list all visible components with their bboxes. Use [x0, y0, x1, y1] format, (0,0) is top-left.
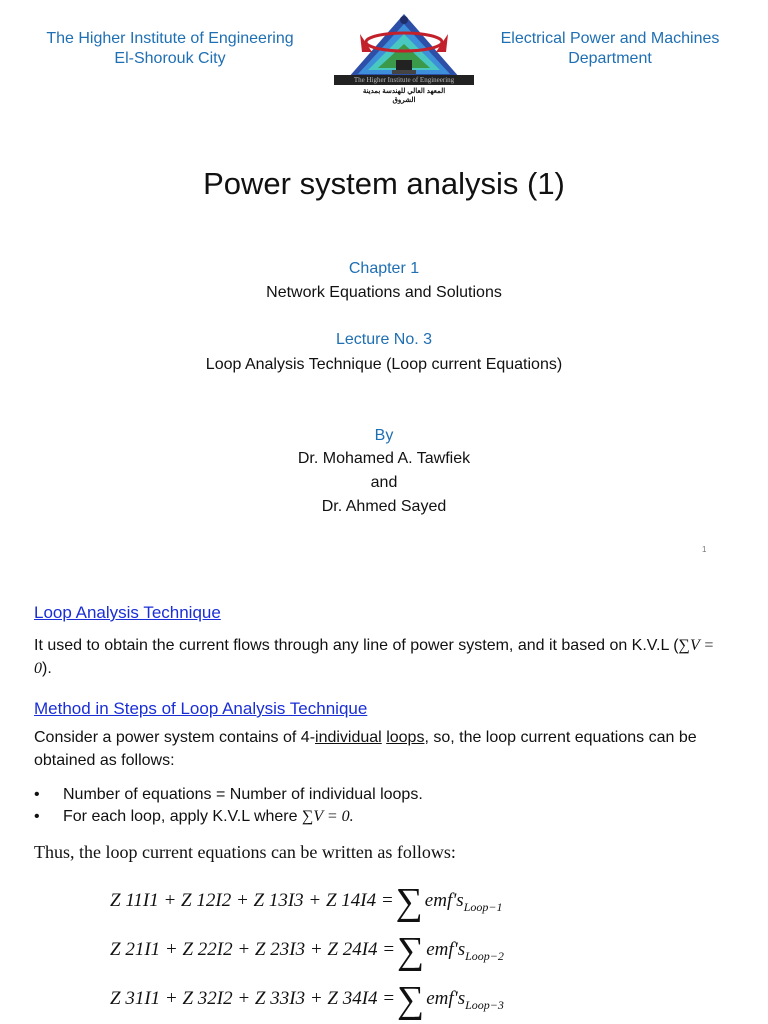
by-label: By [374, 427, 394, 444]
equation-lhs: Z 21I1 + Z 22I2 + Z 23I3 + Z 24I4 = [110, 939, 396, 960]
equation-rhs: emf's [426, 939, 466, 960]
equation-loop-1 [110, 880, 502, 924]
sigma-symbol: ∑ [397, 930, 425, 972]
logo-arabic-text: المعهد العالي للهندسة بمدينة الشروق [362, 88, 446, 104]
chapter-title: Network Equations and Solutions [266, 284, 502, 301]
section1-text-b: ). [42, 660, 52, 677]
section-heading-method-steps: Method in Steps of Loop Analysis Technique [34, 699, 368, 718]
equation-lhs: Z 11I1 + Z 12I2 + Z 13I3 + Z 14I4 = [110, 890, 394, 911]
page-title: Power system analysis (1) [203, 166, 565, 201]
lecture-label: Lecture No. 3 [335, 331, 433, 348]
section1-paragraph [34, 634, 724, 680]
lecture-title: Loop Analysis Technique (Loop current Equations) [205, 356, 563, 373]
department-name [470, 29, 750, 69]
chapter-label: Chapter 1 [348, 260, 420, 277]
section2-paragraph [34, 726, 724, 772]
equation-subscript: Loop−2 [465, 948, 504, 963]
institute-line2: El-Shorouk City [114, 50, 226, 67]
bullet2-math: ∑V = 0. [301, 808, 354, 825]
department-line1: Electrical Power and Machines [500, 30, 720, 47]
and-text: and [370, 474, 398, 491]
thus-text: Thus, the loop current equations can be written as follows: [34, 842, 456, 862]
word-loops: loops [386, 729, 425, 746]
steps-list [34, 784, 423, 828]
bullet1-text: Number of equations = Number of individual loops. [63, 786, 423, 803]
equation-subscript: Loop−1 [463, 899, 503, 914]
department-line2: Department [568, 50, 652, 67]
equation-lhs: Z 31I1 + Z 32I2 + Z 33I3 + Z 34I4 = [110, 988, 396, 1009]
equation-loop-3 [110, 978, 504, 1022]
list-item [34, 784, 423, 806]
word-individual: individual [315, 729, 382, 746]
institute-logo [332, 12, 476, 108]
list-item [34, 806, 423, 828]
institute-name [20, 29, 320, 69]
author-2: Dr. Ahmed Sayed [321, 498, 447, 515]
section2-text-a: Consider a power system contains of 4- [34, 729, 316, 746]
sigma-symbol: ∑ [395, 881, 423, 923]
author-1: Dr. Mohamed A. Tawfiek [297, 450, 471, 467]
kvl-math: ∑V = 0 [34, 637, 715, 677]
section1-text-a: It used to obtain the current flows through any line of power system, and it based on K.V.L ( [34, 637, 679, 654]
equation-rhs: emf's [424, 890, 464, 911]
equation-loop-2 [110, 929, 504, 973]
logo-banner: The Higher Institute of Engineering [334, 75, 474, 85]
bullet2-text: For each loop, apply K.V.L where [63, 808, 302, 825]
sigma-symbol: ∑ [397, 979, 425, 1021]
equation-rhs: emf's [426, 988, 466, 1009]
equation-subscript: Loop−3 [465, 997, 504, 1012]
page-number: 1 [702, 545, 707, 554]
institute-line1: The Higher Institute of Engineering [46, 30, 294, 47]
section-heading-loop-analysis: Loop Analysis Technique [34, 603, 221, 622]
section2-text-b: , so, the loop current equations can be obtained as follows: [34, 729, 697, 769]
